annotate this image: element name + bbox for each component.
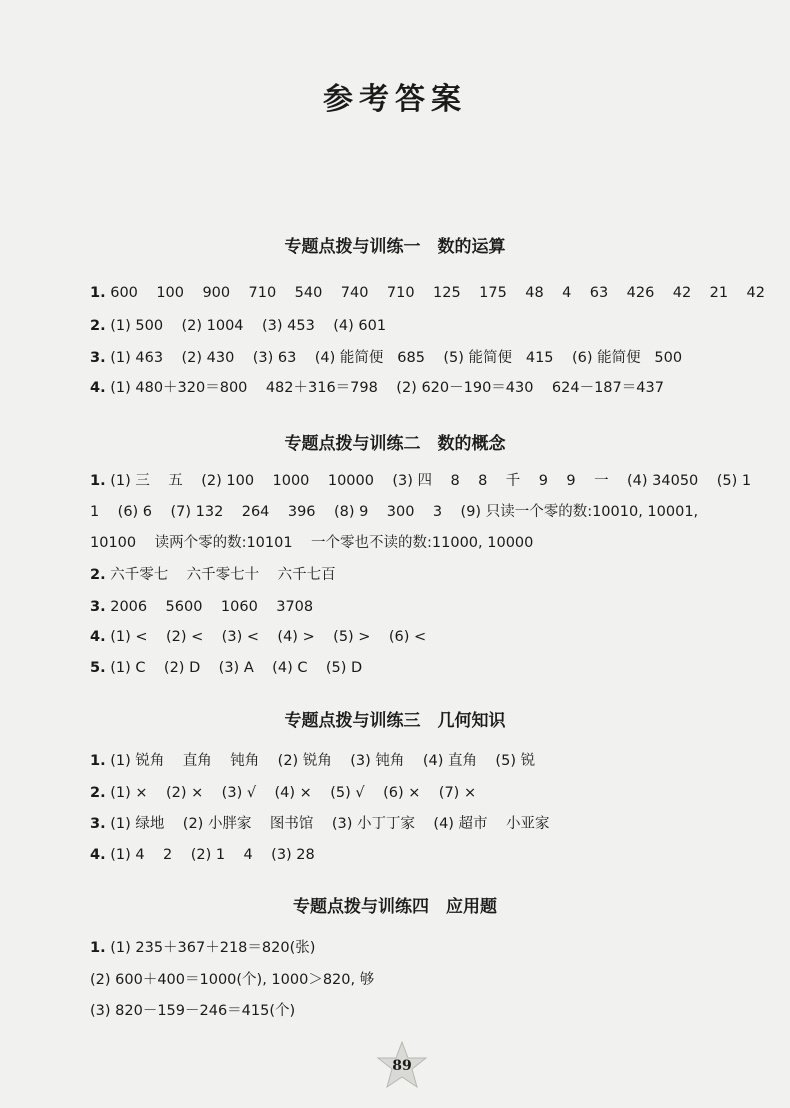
answer-line: 1 (6) 6 (7) 132 264 396 (8) 9 300 3 (9) 只读一个零的数:10010, 10001, xyxy=(90,504,699,520)
page-number-badge xyxy=(375,1040,429,1090)
section-heading-4: 专题点拨与训练四 应用题 xyxy=(293,897,497,917)
answer-line: 1. (1) 锐角 直角 钝角 (2) 锐角 (3) 钝角 (4) 直角 (5) 锐 xyxy=(90,753,536,769)
answer-line: 4. (1) 480＋320＝800 482＋316＝798 (2) 620－190＝430 624－187＝437 xyxy=(90,380,664,396)
answer-line: 2. 六千零七 六千零七十 六千七百 xyxy=(90,567,336,583)
answer-line: (2) 600＋400＝1000(个), 1000＞820, 够 xyxy=(90,972,375,988)
answer-line: 4. (1) < (2) < (3) < (4) > (5) > (6) < xyxy=(90,629,427,645)
answer-line: 1. 600 100 900 710 540 740 710 125 175 48 4 63 426 42 21 42 xyxy=(90,285,766,301)
answer-line: 2. (1) 500 (2) 1004 (3) 453 (4) 601 xyxy=(90,318,387,334)
section-heading-3: 专题点拨与训练三 几何知识 xyxy=(284,711,506,731)
answer-line: (3) 820－159－246＝415(个) xyxy=(90,1003,296,1019)
page-title: 参考答案 xyxy=(323,82,467,117)
answer-line: 4. (1) 4 2 (2) 1 4 (3) 28 xyxy=(90,847,315,863)
section-heading-1: 专题点拨与训练一 数的运算 xyxy=(284,237,506,257)
answer-line: 2. (1) × (2) × (3) √ (4) × (5) √ (6) × (7) × xyxy=(90,785,477,801)
answer-line: 3. (1) 463 (2) 430 (3) 63 (4) 能简便 685 (5) 能简便 415 (6) 能简便 500 xyxy=(90,350,683,366)
answer-line: 5. (1) C (2) D (3) A (4) C (5) D xyxy=(90,660,363,676)
answer-line: 10100 读两个零的数:10101 一个零也不读的数:11000, 10000 xyxy=(90,535,534,551)
page-number: 89 xyxy=(392,1058,412,1074)
answer-line: 3. 2006 5600 1060 3708 xyxy=(90,599,314,615)
answer-line: 1. (1) 235＋367＋218＝820(张) xyxy=(90,940,316,956)
section-heading-2: 专题点拨与训练二 数的概念 xyxy=(284,434,506,454)
answer-line: 3. (1) 绿地 (2) 小胖家 图书馆 (3) 小丁丁家 (4) 超市 小亚家 xyxy=(90,816,550,832)
answer-line: 1. (1) 三 五 (2) 100 1000 10000 (3) 四 8 8 千 9 9 一 (4) 34050 (5) 1 xyxy=(90,473,752,489)
